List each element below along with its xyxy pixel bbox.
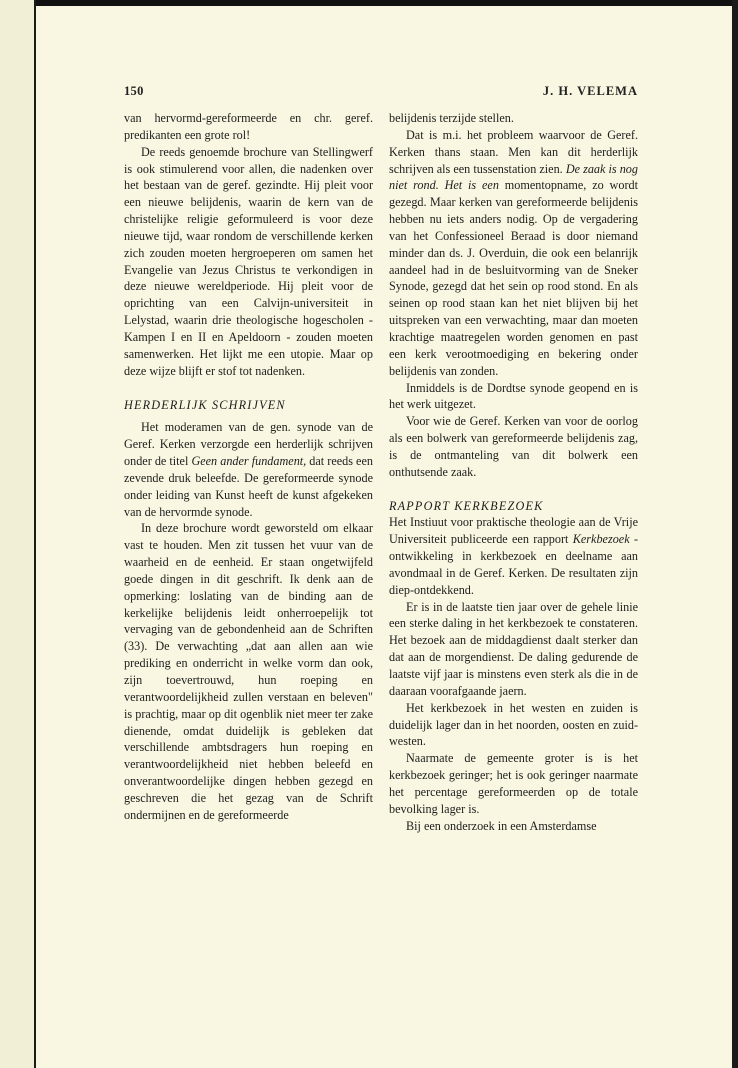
paragraph: belijdenis terzijde stellen. — [389, 111, 514, 125]
book-gutter — [0, 0, 36, 1068]
emphasis: De zaak is nog niet rond. Het is een — [389, 161, 638, 193]
paragraph: Voor wie de Geref. Kerken van voor de oorlog als een bolwerk van gereformeerde belijdenis zag, is de ontmanteling van dit bolwerk een onthutsende zaak. — [389, 414, 638, 479]
paragraph: Het moderamen van de gen. synode van de Geref. Kerken verzorgde een herderlijk schrijven onder de titel Geen ander fundament, dat reeds een zevende druk beleefde. De gereformeerde synode onder leiding van Kunst heeft de kunst afgekeken van de hervormde synode. — [124, 420, 373, 519]
scan-edge-right — [732, 0, 738, 1068]
section-heading: RAPPORT KERKBEZOEK — [389, 498, 544, 513]
paragraph: Bij een onderzoek in een Amsterdamse — [406, 818, 597, 833]
paragraph: Dat is m.i. het probleem waarvoor de Geref. Kerken thans staan. Men kan dit herderlijk schrijven als een tussenstation zien. De zaak is nog niet rond. Het is een momentopname, zo wordt gezegd. Maar kerken van gereformeerde belijdenis hebben nu iets anders nodig. Op de vergadering van het Confessioneel Beraad is door niemand minder dan ds. J. Overduin, die ook een belanrijk aandeel had in de besluitvorming van de Sneker Synode, gezegd dat het sein op rood stond. En als seinen op rood staan kan het niet blijven bij het uitspreken van een verwachting, maar dan moeten krachtige maatregelen worden genomen en past een kerk verootmoediging en bekering onder belijdenis van zonden. — [389, 127, 638, 378]
paragraph: De reeds genoemde brochure van Stellingwerf is ook stimulerend voor allen, die nadenken over het bestaan van de geref. gezindte. Hij pleit voor een nieuwe belijdenis, waarin de kern van de christelijke religie geformuleerd is voor deze nieuwe tijd, waar rondom de verschillende kerken zich zouden moeten hergroeperen om samen het Evangelie van Jezus Christus te verkondigen in deze nieuwe wereldperiode. Hij pleit voor de oprichting van een Calvijn-universiteit in Lelystad, waarin drie theologische hogescholen - Kampen I en II en Apeldoorn - zouden moeten samenwerken. Het lijkt me een utopie. Maar op deze wijze blijft er stof tot nadenken. — [124, 144, 373, 378]
paragraph: Er is in de laatste tien jaar over de gehele linie een sterke daling in het kerkbezoek te constateren. Het bezoek aan de middagdienst daalt sterker dan dat aan de morgendienst. De daling gedurende de laatste vijf jaar is minstens even sterk als die in de daaraan voorafgaande jaern. — [389, 599, 638, 698]
running-title: J. H. VELEMA — [542, 84, 638, 98]
paragraph: Naarmate de gemeente groter is is het kerkbezoek geringer; het is ook geringer naarmate het percentage gereformeerden op de totale bevolking lager is. — [389, 751, 638, 816]
paragraph: Het Instiuut voor praktische theologie aan de Vrije Universiteit publiceerde een rapport Kerkbezoek - ontwikkeling in kerkbezoek en deelname aan avondmaal in de Geref. Kerken. De resultaten zijn diep-ontdekkend. — [389, 515, 638, 597]
paragraph: Inmiddels is de Dordtse synode geopend en is het werk uitgezet. — [389, 380, 638, 412]
publication-title: Geen ander fundament, — [191, 454, 307, 469]
report-title: Kerkbezoek — [572, 532, 630, 547]
running-header — [124, 84, 638, 104]
scan-edge-top — [0, 0, 738, 6]
paragraph: In deze brochure wordt geworsteld om elkaar vast te houden. Men zit tussen het vuur van de waarheid en de eenheid. Er staan ongetwijfeld goede dingen in dit geschrift. Ik denk aan de opmerking: loslating van de binding aan de kerkelijke belijdenis leidt onherroepelijk tot vervaging van de gebondenheid aan de Schriften (33). De verwachting „dat aan allen aan wie prediking en onderricht in welke vorm dan ook, zijn toevertrouwd, hun roeping en verantwoordelijkheid zullen verstaan en beleven" is prachtig, maar op dit ogenblik niet meer ter zake dienende, omdat duidelijk is gebleken dat verschillende ambtsdragers hun roeping en verantwoordelijkheid niet hebben beleefd en onverantwoordelijke dingen hebben gezegd en geschreven die het gezag van de Schrift ondermijnen en de gereformeerde — [124, 521, 373, 822]
right-column — [389, 110, 638, 834]
section-heading: HERDERLIJK SCHRIJVEN — [124, 397, 286, 412]
page-number: 150 — [124, 84, 144, 98]
left-column — [124, 110, 373, 824]
paragraph: Het kerkbezoek in het westen en zuiden is duidelijk lager dan in het noorden, oosten en zuid-westen. — [389, 700, 638, 749]
paragraph: van hervormd-gereformeerde en chr. geref. predikanten een grote rol! — [124, 111, 373, 142]
